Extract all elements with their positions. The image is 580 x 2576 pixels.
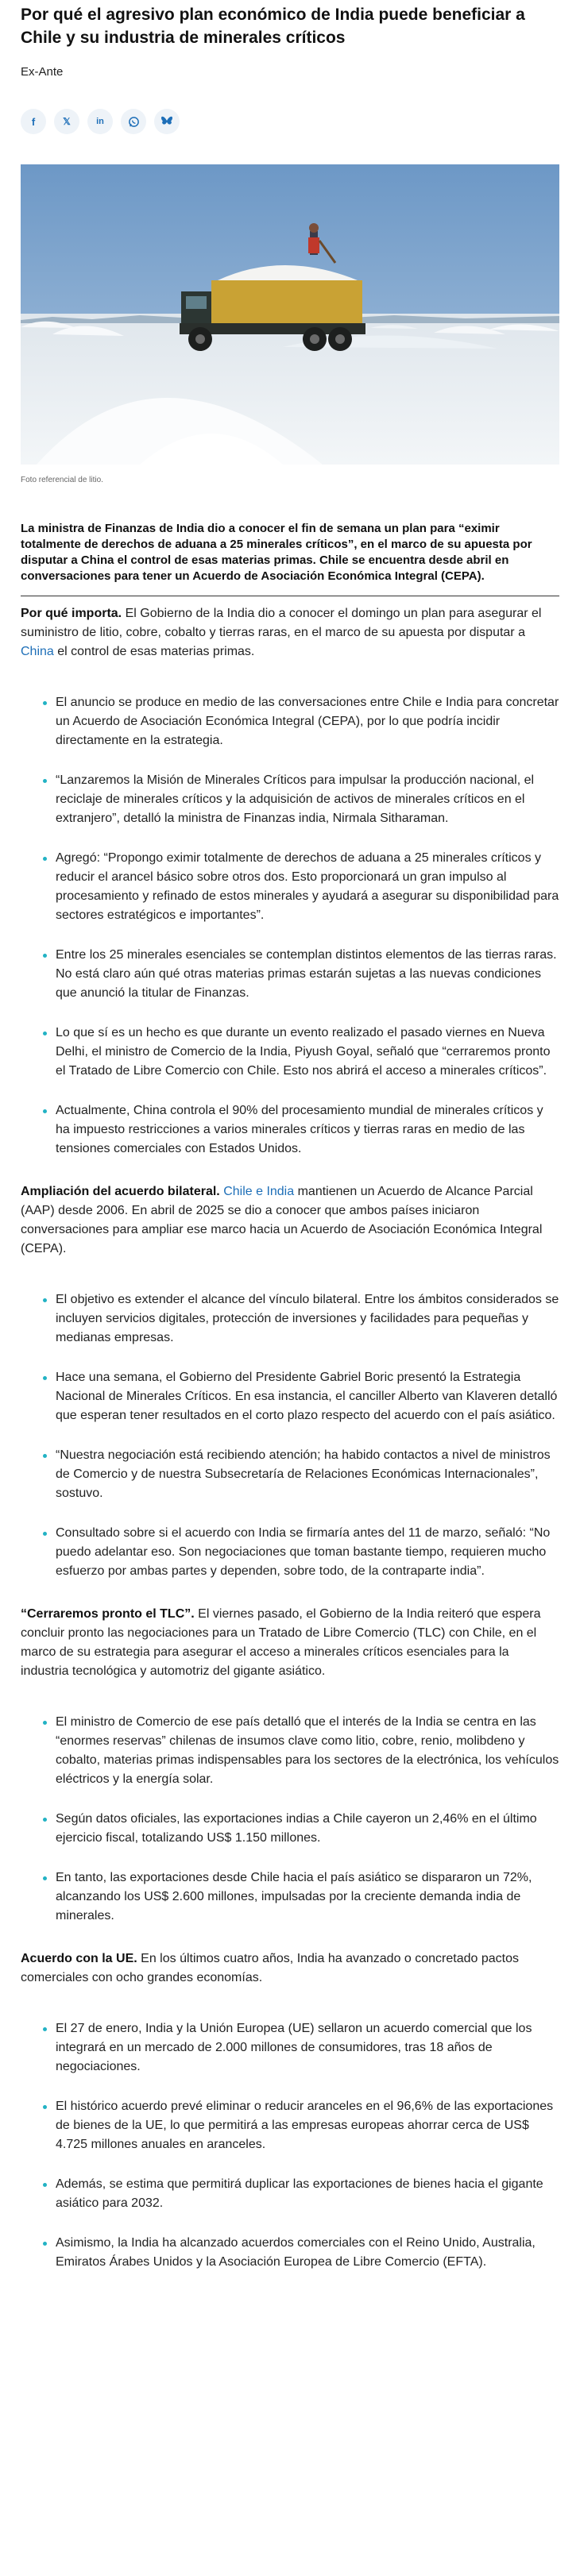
linkedin-share-button[interactable] [87,109,113,134]
section-1-heading: Por qué importa. [21,607,122,620]
section-1-text-a: El Gobierno de la India dio a conocer el domingo un plan para asegurar el suministro de litio, cobre, cobalto y tierras raras, en el marco de su apuesta por disputar a [21,607,542,639]
section-2-heading: Ampliación del acuerdo bilateral. [21,1185,220,1198]
list-item: Asimismo, la India ha alcanzado acuerdos comerciales con el Reino Unido, Australia, Emiratos Árabes Unidos y la Asociación Europea de Libre Comercio (EFTA). [43,2234,559,2272]
list-item: Además, se estima que permitirá duplicar las exportaciones de bienes hacia el gigante asiático para 2032. [43,2175,559,2213]
list-item: Agregó: “Propongo eximir totalmente de derechos de aduana a 25 minerales críticos y reducir el arancel básico sobre otros dos. Esto proporcionará un gran impulso al procesamiento y refinado de estos minerales y ayudará a asegurar su disponibilidad para sectores estratégicos e importantes”. [43,849,559,925]
list-item: En tanto, las exportaciones desde Chile hacia el país asiático se dispararon un 72%, alcanzando los US$ 2.600 millones, impulsadas por la creciente demanda india de minerales. [43,1868,559,1926]
facebook-share-button[interactable] [21,109,46,134]
salt-flat-truck-image [21,164,559,465]
section-4-bullets [21,2019,559,2272]
x-share-button[interactable] [54,109,79,134]
chile-india-link[interactable]: Chile e India [223,1185,295,1198]
section-1-text-b: el control de esas materias primas. [53,645,255,658]
list-item: Consultado sobre si el acuerdo con India se firmaría antes del 11 de marzo, señaló: “No puedo adelantar eso. Son negociaciones que toman bastante tiempo, requieren mucho esfuerzo por ambas partes y dependen, sobre todo, de la contraparte india”. [43,1524,559,1581]
whatsapp-icon [128,116,140,128]
section-3-intro [21,1605,559,1681]
list-item: El 27 de enero, India y la Unión Europea (UE) sellaron un acuerdo comercial que los integrará en un mercado de 2.000 millones de consumidores, tras 18 años de negociaciones. [43,2019,559,2077]
author[interactable]: Ex-Ante [21,65,64,79]
article-lead: La ministra de Finanzas de India dio a conocer el fin de semana un plan para “eximir totalmente de derechos de aduana a 25 minerales críticos”, en el marco de su apuesta por disputar a China el control de esas materias primas. Chile se encuentra desde abril en conversaciones para tener un Acuerdo de Asociación Económica Integral (CEPA). [21,522,532,583]
list-item: El anuncio se produce en medio de las conversaciones entre Chile e India para concretar un Acuerdo de Asociación Económica Integral (CEPA), por lo que podría incidir directamente en la estrategia. [43,693,559,750]
hero-photo [21,164,559,465]
facebook-icon: f [31,115,36,128]
section-4-text: En los últimos cuatro años, India ha avanzado o concretado pactos comerciales con ocho grandes economías. [21,1952,519,1984]
section-3-text: El viernes pasado, el Gobierno de la India reiteró que espera concluir pronto las negociaciones para un Tratado de Libre Comercio (TLC) con Chile, en el marco de su estrategia para asegurar el acceso a minerales críticos esenciales para la industria tecnológica y automotriz del gigante asiático. [21,1607,541,1678]
section-2-text: mantienen un Acuerdo de Alcance Parcial (AAP) desde 2006. En abril de 2025 se dio a conocer que ambos países iniciaron conversaciones para ampliar ese marco hacia un Acuerdo de Asociación Económica Integral (CEPA). [21,1185,543,1255]
section-3-heading: “Cerraremos pronto el TLC”. [21,1607,195,1621]
section-2-intro [21,1182,559,1259]
linkedin-icon: in [96,117,104,126]
bluesky-share-button[interactable] [154,109,180,134]
list-item: Entre los 25 minerales esenciales se contemplan distintos elementos de las tierras raras. No está claro aún qué otras materias primas estarán sujetas a las nuevas condiciones que anunció la titular de Finanzas. [43,946,559,1003]
x-icon: 𝕏 [63,116,71,127]
list-item: El ministro de Comercio de ese país detalló que el interés de la India se centra en las “enormes reservas” chilenas de insumos clave como litio, cobre, renio, molibdeno y cobalto, materias primas indispensables para los sectores de la electrónica, los vehículos eléctricos y la energía solar. [43,1713,559,1789]
section-4-intro [21,1949,559,1988]
list-item: Según datos oficiales, las exportaciones indias a Chile cayeron un 2,46% en el último ejercicio fiscal, totalizando US$ 1.150 millones. [43,1810,559,1848]
list-item: Actualmente, China controla el 90% del procesamiento mundial de minerales críticos y ha impuesto restricciones a varios minerales críticos y tierras raras en medio de las tensiones comerciales con Estados Unidos. [43,1101,559,1159]
section-1-intro [21,604,559,661]
list-item: “Nuestra negociación está recibiendo atención; ha habido contactos a nivel de ministros de Comercio y de nuestra Subsecretaría de Relaciones Económicas Internacionales”, sostuvo. [43,1446,559,1503]
section-1-bullets [21,693,559,1159]
list-item: Lo que sí es un hecho es que durante un evento realizado el pasado viernes en Nueva Delhi, el ministro de Comercio de la India, Piyush Goyal, señaló que “cerraremos pronto el Tratado de Libre Comercio con Chile. Esto nos abrirá el acceso a minerales críticos”. [43,1024,559,1081]
list-item: El histórico acuerdo prevé eliminar o reducir aranceles en el 96,6% de las exportaciones de bienes de la UE, lo que permitirá a las empresas europeas ahorrar cerca de US$ 4.725 millones anuales en aranceles. [43,2097,559,2154]
china-link[interactable]: China [21,645,54,658]
photo-caption: Foto referencial de litio. [21,476,103,484]
list-item: “Lanzaremos la Misión de Minerales Críticos para impulsar la producción nacional, el reciclaje de minerales críticos y la adquisición de activos de minerales críticos en el extranjero”, detalló la ministra de Finanzas india, Nirmala Sitharaman. [43,771,559,828]
section-3-bullets [21,1713,559,1926]
list-item: Hace una semana, el Gobierno del Presidente Gabriel Boric presentó la Estrategia Nacional de Minerales Críticos. En esa instancia, el canciller Alberto van Klaveren detalló que esperan tener resultados en el corto plazo respecto del acuerdo con el país asiático. [43,1368,559,1425]
section-2-bullets [21,1290,559,1581]
article-title: Por qué el agresivo plan económico de India puede beneficiar a Chile y su industria de minerales críticos [21,6,525,47]
whatsapp-share-button[interactable] [121,109,146,134]
share-bar [21,109,559,134]
bluesky-icon [160,116,173,127]
section-4-heading: Acuerdo con la UE. [21,1952,137,1965]
list-item: El objetivo es extender el alcance del vínculo bilateral. Entre los ámbitos considerados se incluyen servicios digitales, protección de inversiones y facilidades para pequeñas y medianas empresas. [43,1290,559,1348]
